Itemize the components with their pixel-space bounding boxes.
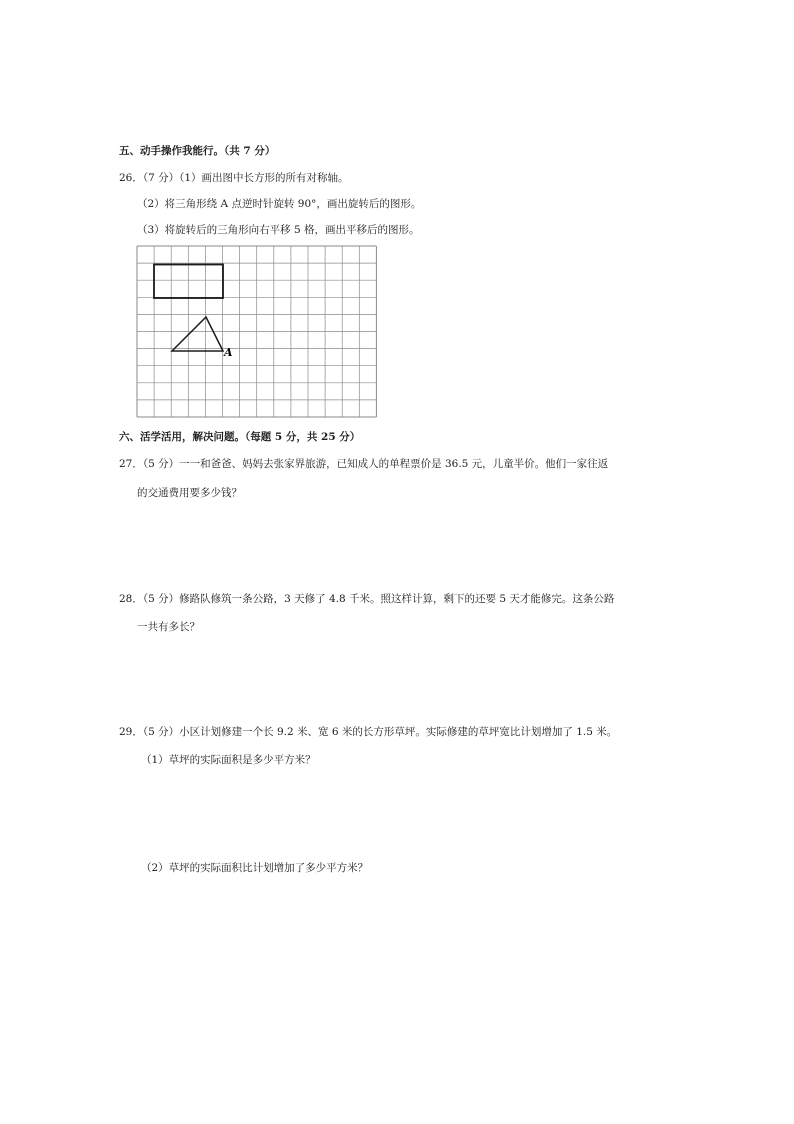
triangle-shape — [172, 317, 223, 351]
point-a-label: A — [224, 346, 233, 359]
grid-figure — [136, 245, 381, 421]
section-5-title: 五、动手操作我能行。（共 7 分） — [119, 145, 276, 157]
question-28-line-2: 一共有多长？ — [137, 621, 200, 633]
grid-figure-svg — [136, 245, 381, 421]
grid-lines — [137, 246, 376, 417]
question-27-line-1: 27．（5 分）一一和爸爸、妈妈去张家界旅游，已知成人的单程票价是 36.5 元，儿童半价。他们一家往返 — [119, 458, 609, 470]
section-6-title: 六、活学活用，解决问题。（每题 5 分，共 25 分） — [119, 431, 361, 443]
question-26-part-3: （3）将旋转后的三角形向右平移 5 格，画出平移后的图形。 — [137, 224, 420, 236]
question-26-part-2: （2）将三角形绕 A 点逆时针旋转 90°，画出旋转后的图形。 — [137, 198, 422, 210]
question-29-part-1: （1）草坪的实际面积是多少平方米？ — [141, 754, 316, 766]
question-26-stem: 26．（7 分）（1）画出图中长方形的所有对称轴。 — [119, 172, 349, 184]
question-29-line-1: 29．（5 分）小区计划修建一个长 9.2 米、宽 6 米的长方形草坪。实际修建的草坪宽比计划增加了 1.5 米。 — [119, 726, 618, 738]
question-27-line-2: 的交通费用要多少钱？ — [137, 487, 242, 499]
question-28-line-1: 28．（5 分）修路队修筑一条公路，3 天修了 4.8 千米。照这样计算，剩下的还要 5 天才能修完。这条公路 — [119, 593, 615, 605]
question-29-part-2: （2）草坪的实际面积比计划增加了多少平方米？ — [141, 862, 369, 874]
